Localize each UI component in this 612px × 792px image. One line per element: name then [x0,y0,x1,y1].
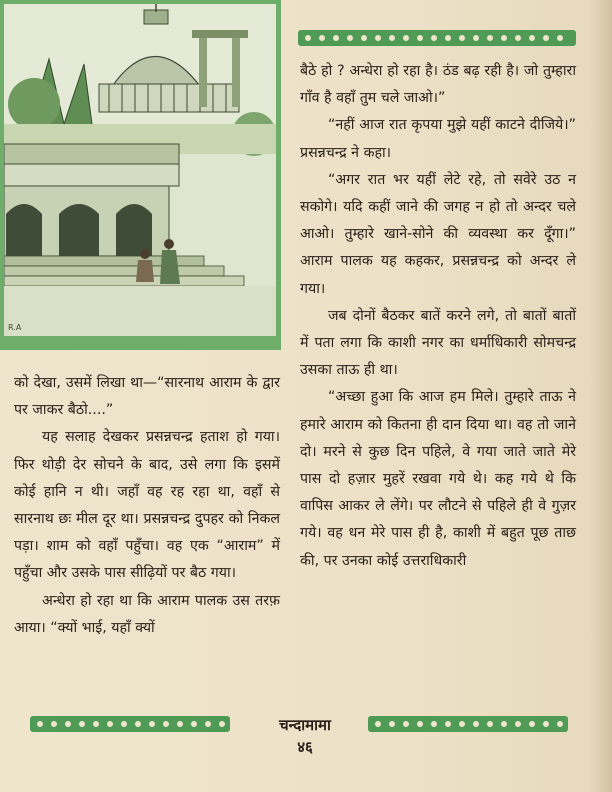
page-edge-shadow [590,0,612,792]
illustration-signature: R.A [8,323,22,332]
paragraph: को देखा, उसमें लिखा था—“सारनाथ आराम के द्वार पर जाकर बैठो....” [14,375,280,419]
paragraph: “नहीं आज रात कृपया मुझे यहीं काटने दीजिये।” प्रसन्नचन्द्र ने कहा। [300,117,576,161]
paragraph: बैठे हो ? अन्धेरा हो रहा है। ठंड बढ़ रही है। जो तुम्हारा गाँव है वहाँ तुम चले जाओ।” [300,63,576,107]
paragraph: “अगर रात भर यहीं लेटे रहे, तो सवेरे उठ न सकोगे। यदि कहीं जाने की जगह न हो तो अन्दर चले आओ। तुम्हारे खाने-सोने की व्यवस्था कर दूँगा।” आराम पालक यह कहकर, प्रसन्नचन्द्र को अन्दर ले गया। [300,171,576,297]
top-ornament-border [298,30,576,46]
magazine-title: चन्दामामा [279,716,331,734]
paragraph: जब दोनों बैठकर बातें करने लगे, तो बातों बातों में पता लगा कि काशी नगर का धर्माधिकारी सोमचन्द्र उसका ताऊ ही था। [300,307,576,379]
paragraph: अन्धेरा हो रहा था कि आराम पालक उस तरफ़ आया। “क्यों भाई, यहाँ क्यों [14,592,280,636]
right-text-column [300,58,576,575]
stupa-scene-drawing [4,4,276,336]
footer-left-ornament [30,716,230,732]
paragraph: यह सलाह देखकर प्रसन्नचन्द्र हताश हो गया। फिर थोड़ी देर सोचने के बाद, उसे लगा कि इसमें कोई हानि न थी। जहाँ वह रह रहा था, वहाँ से सारनाथ छः मील दूर था। प्रसन्नचन्द्र दुपहर को निकल पड़ा। शाम को वहाँ पहुँचा। वह एक “आराम” में पहुँचा और उसके पास सीढ़ियों पर बैठ गया। [14,429,280,582]
story-illustration [0,0,281,350]
paragraph: “अच्छा हुआ कि आज हम मिले। तुम्हारे ताऊ ने हमारे आराम को कितना ही दान दिया था। वह तो जाने दो। मरने से कुछ दिन पहिले, वे गया जाते जाते मेरे पास दो हज़ार मुहरें रखवा गये थे। कह गये थे कि वापिस आकर ले लेंगे। पर लौटने से पहिले ही वे गुज़र गये। वह धन मेरे पास ही है, काशी में बहुत पूछ ताछ की, पर उनका कोई उत्तराधिकारी [300,389,576,569]
page-number: ४६ [297,738,313,756]
footer-right-ornament [368,716,568,732]
left-text-column [14,370,280,642]
